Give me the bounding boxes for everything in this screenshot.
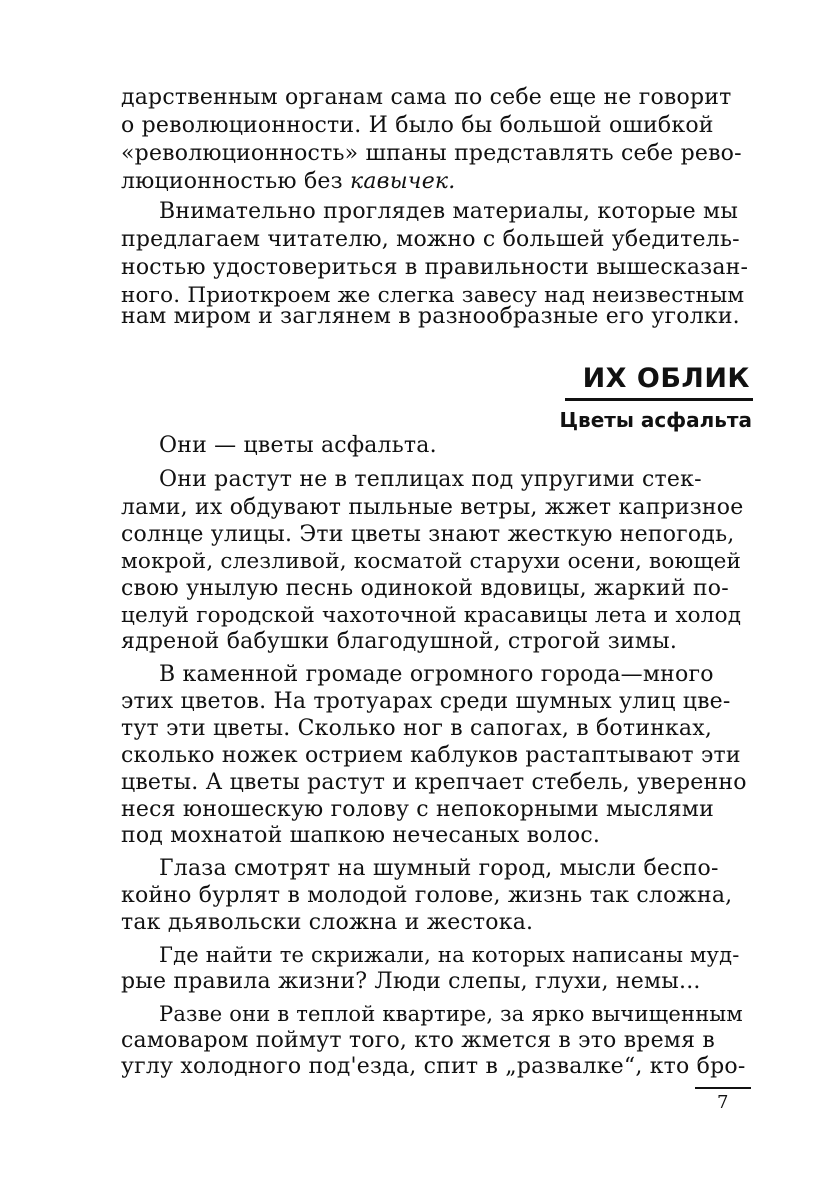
paragraph-2-line-2: предлагаем читателю, можно с большей убедитель-	[121, 227, 740, 252]
paragraph-4-line-5: свою унылую песнь одинокой вдовицы, жаркий по-	[121, 576, 729, 601]
paragraph-1-italic-word: кавычек.	[350, 169, 456, 194]
paragraph-5-line-5: цветы. А цветы растут и крепчает стебель, уверенно	[121, 770, 747, 795]
page-number: 7	[717, 1092, 729, 1113]
paragraph-4-line-1: Они растут не в теплицах под упругими стек-	[159, 467, 702, 492]
paragraph-1-line-3: «революционность» шпаны представлять себе рево-	[121, 141, 742, 166]
paragraph-4-line-7: ядреной бабушки благодушной, строгой зимы.	[121, 629, 678, 654]
paragraph-1-line-2: о революционности. И было бы большой ошибкой	[121, 113, 714, 138]
paragraph-2-line-4: ного. Приоткроем же слегка завесу над неизвестным	[121, 283, 745, 308]
paragraph-2-line-3: ностью удостовериться в правильности вышесказан-	[121, 255, 749, 280]
paragraph-1-line-1: дарственным органам сама по себе еще не говорит	[121, 85, 732, 110]
paragraph-1-line-4	[121, 168, 455, 196]
paragraph-3-line-1: Они — цветы асфальта.	[159, 433, 437, 458]
paragraph-5-line-3: тут эти цветы. Сколько ног в сапогах, в ботинках,	[121, 716, 713, 741]
paragraph-5-line-7: под мохнатой шапкою нечесаных волос.	[121, 823, 601, 848]
paragraph-7-line-2: рые правила жизни? Люди слепы, глухи, немы...	[121, 969, 701, 994]
paragraph-4-line-2: лами, их обдувают пыльные ветры, жжет капризное	[121, 495, 744, 520]
paragraph-6-line-3: так дьявольски сложна и жестока.	[121, 910, 534, 935]
paragraph-4-line-6: целуй городской чахоточной красавицы лета и холод	[121, 603, 742, 628]
paragraph-8-line-3: углу холодного под'езда, спит в „развалке“, кто бро-	[121, 1054, 746, 1079]
paragraph-1-line-4-text: люционностью без	[121, 169, 351, 194]
paragraph-5-line-6: неся юношескую голову с непокорными мыслями	[121, 797, 714, 822]
section-heading: ИХ ОБЛИК	[582, 363, 750, 394]
paragraph-7-line-1: Где найти те скрижали, на которых написаны муд-	[159, 943, 740, 967]
paragraph-8-line-2: самоваром поймут того, кто жмется в это время в	[121, 1028, 715, 1053]
paragraph-6-line-1: Глаза смотрят на шумный город, мысли беспо-	[159, 856, 719, 881]
paragraph-2-line-5: нам миром и заглянем в разнообразные его уголки.	[121, 304, 740, 329]
section-subheading: Цветы асфальта	[559, 408, 752, 432]
paragraph-8-line-1: Разве они в теплой квартире, за ярко вычищенным	[159, 1002, 743, 1026]
paragraph-5-line-1: В каменной громаде огромного города—много	[159, 662, 714, 687]
paragraph-6-line-2: койно бурлят в молодой голове, жизнь так сложна,	[121, 883, 733, 908]
paragraph-5-line-4: сколько ножек острием каблуков растаптывают эти	[121, 743, 741, 768]
paragraph-4-line-3: солнце улицы. Эти цветы знают жесткую непогодь,	[121, 522, 735, 547]
paragraph-5-line-2: этих цветов. На тротуарах среди шумных улиц цве-	[121, 689, 731, 714]
paragraph-4-line-4: мокрой, слезливой, косматой старухи осени, воющей	[121, 549, 742, 574]
paragraph-2-line-1: Внимательно проглядев материалы, которые мы	[159, 199, 739, 224]
footer-rule	[695, 1087, 751, 1089]
heading-underline	[565, 398, 753, 401]
